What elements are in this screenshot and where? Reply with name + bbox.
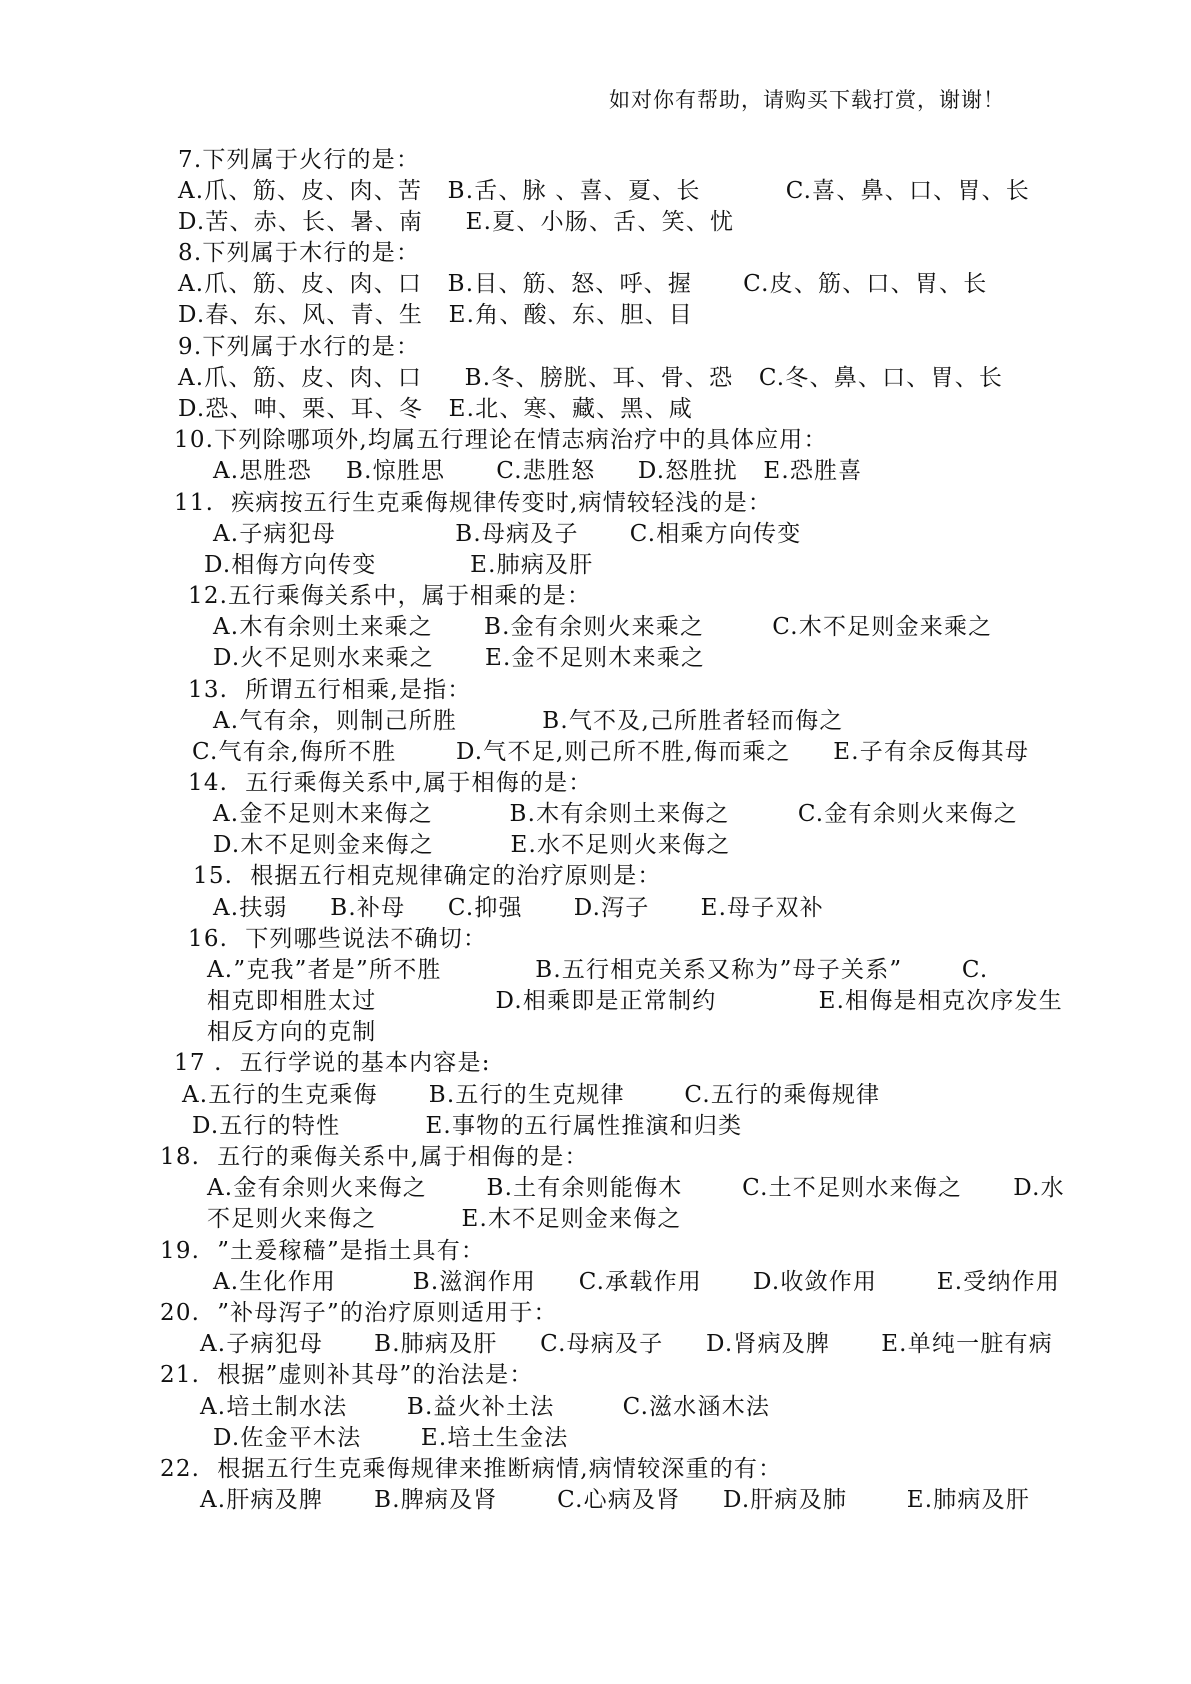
question-7-stem: 7.下列属于火行的是： <box>178 147 421 173</box>
question-13-options-line-2: C.气有余,侮所不胜 D.气不足,则己所不胜,侮而乘之 E.子有余反侮其母 <box>192 739 1030 765</box>
question-10-stem: 10.下列除哪项外,均属五行理论在情志病治疗中的具体应用： <box>174 427 828 453</box>
question-13-options-line-1: A.气有余，则制己所胜 B.气不及,己所胜者轻而侮之 <box>213 708 844 734</box>
question-22-stem: 22. 根据五行生克乘侮规律来推断病情,病情较深重的有： <box>160 1456 783 1482</box>
question-16-options-line-1: A.”克我”者是”所不胜 B.五行相克关系又称为”母子关系” C. <box>207 957 989 983</box>
question-18-options-line-1: A.金有余则火来侮之 B.土有余则能侮木 C.土不足则水来侮之 D.水 <box>207 1175 1065 1201</box>
question-13-stem: 13. 所谓五行相乘,是指： <box>188 677 472 703</box>
question-9-options-line-1: A.爪、筋、皮、肉、口 B.冬、膀胱、耳、骨、恐 C.冬、鼻、口、胃、长 <box>178 365 1004 391</box>
question-18-stem: 18. 五行的乘侮关系中,属于相侮的是： <box>160 1144 589 1170</box>
question-8-stem: 8.下列属于木行的是： <box>178 240 421 266</box>
question-15-options: A.扶弱 B.补母 C.抑强 D.泻子 E.母子双补 <box>213 895 824 921</box>
question-12-options-line-1: A.木有余则土来乘之 B.金有余则火来乘之 C.木不足则金来乘之 <box>213 614 993 640</box>
question-16-options-line-2: 相克即相胜太过 D.相乘即是正常制约 E.相侮是相克次序发生 <box>207 988 1063 1014</box>
question-11-stem: 11. 疾病按五行生克乘侮规律传变时,病情较轻浅的是： <box>174 490 773 516</box>
question-11-options-line-1: A.子病犯母 B.母病及子 C.相乘方向传变 <box>213 521 802 547</box>
question-11-options-line-2: D.相侮方向传变 E.肺病及肝 <box>204 552 594 578</box>
question-10-options: A.思胜恐 B.惊胜思 C.悲胜怒 D.怒胜扰 E.恐胜喜 <box>213 458 863 484</box>
question-15-stem: 15. 根据五行相克规律确定的治疗原则是： <box>193 863 662 889</box>
question-8-options-line-1: A.爪、筋、皮、肉、口 B.目、筋、怒、呼、握 C.皮、筋、口、胃、长 <box>178 271 988 297</box>
question-9-options-line-2: D.恐、呻、栗、耳、冬 E.北、寒、藏、黑、咸 <box>178 396 693 422</box>
header-note: 如对你有帮助，请购买下载打赏，谢谢！ <box>609 88 1005 112</box>
question-16-options-line-3: 相反方向的克制 <box>207 1019 377 1045</box>
question-14-options-line-1: A.金不足则木来侮之 B.木有余则土来侮之 C.金有余则火来侮之 <box>213 801 1018 827</box>
question-17-options-line-2: D.五行的特性 E.事物的五行属性推演和归类 <box>192 1113 743 1139</box>
question-21-stem: 21. 根据”虚则补其母”的治法是： <box>160 1362 534 1388</box>
question-17-options-line-1: A.五行的生克乘侮 B.五行的生克规律 C.五行的乘侮规律 <box>182 1082 881 1108</box>
question-9-stem: 9.下列属于水行的是： <box>178 334 421 360</box>
question-22-options: A.肝病及脾 B.脾病及肾 C.心病及肾 D.肝病及肺 E.肺病及肝 <box>200 1487 1031 1513</box>
question-7-options-line-1: A.爪、筋、皮、肉、苦 B.舌、脉 、喜、夏、长 C.喜、鼻、口、胃、长 <box>178 178 1030 204</box>
question-8-options-line-2: D.春、东、风、青、生 E.角、酸、东、胆、目 <box>178 302 693 328</box>
question-17-stem: 17 . 五行学说的基本内容是: <box>174 1050 491 1076</box>
question-20-options: A.子病犯母 B.肺病及肝 C.母病及子 D.肾病及脾 E.单纯一脏有病 <box>200 1331 1053 1357</box>
question-19-stem: 19. ”土爰稼穑”是指土具有： <box>160 1238 486 1264</box>
question-12-options-line-2: D.火不足则水来乘之 E.金不足则木来乘之 <box>213 645 706 671</box>
question-14-stem: 14. 五行乘侮关系中,属于相侮的是： <box>188 770 593 796</box>
question-21-options-line-1: A.培土制水法 B.益火补土法 C.滋水涵木法 <box>200 1394 771 1420</box>
question-19-options: A.生化作用 B.滋润作用 C.承载作用 D.收敛作用 E.受纳作用 <box>213 1269 1061 1295</box>
question-20-stem: 20. ”补母泻子”的治疗原则适用于： <box>160 1300 558 1326</box>
question-16-stem: 16. 下列哪些说法不确切： <box>188 926 488 952</box>
question-12-stem: 12.五行乘侮关系中，属于相乘的是： <box>188 583 592 609</box>
question-21-options-line-2: D.佐金平木法 E.培土生金法 <box>213 1425 569 1451</box>
question-14-options-line-2: D.木不足则金来侮之 E.水不足则火来侮之 <box>213 832 731 858</box>
question-18-options-line-2: 不足则火来侮之 E.木不足则金来侮之 <box>207 1206 682 1232</box>
question-7-options-line-2: D.苦、赤、长、暑、南 E.夏、小肠、舌、笑、忧 <box>178 209 735 235</box>
